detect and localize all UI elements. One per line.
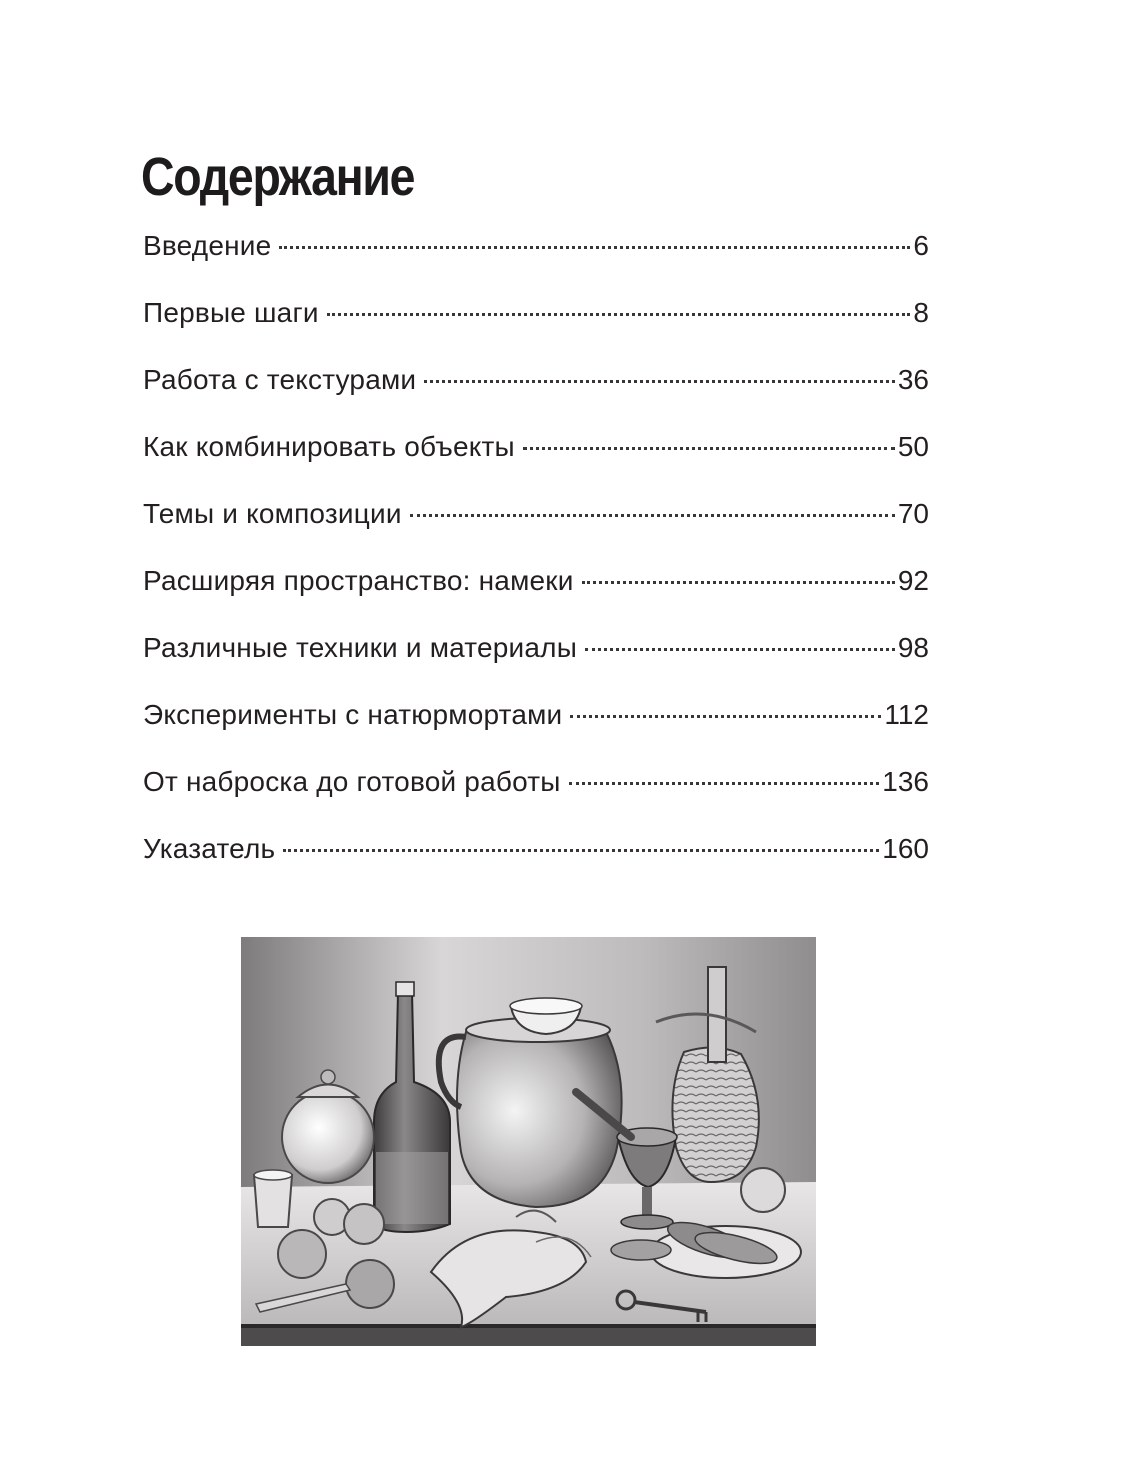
toc-entry-page: 112	[884, 699, 929, 730]
toc-entry-title: Указатель	[143, 833, 276, 864]
dot-leader	[424, 380, 895, 383]
toc-entry-page: 70	[897, 498, 929, 529]
toc-entry[interactable]	[143, 628, 929, 695]
toc-entry[interactable]	[143, 226, 929, 293]
toc-entry[interactable]	[143, 829, 929, 896]
dot-leader	[327, 313, 911, 316]
toc-entry-title: Первые шаги	[143, 297, 319, 328]
page-title: Содержание	[141, 147, 415, 207]
toc-entry-title: Как комбинировать объекты	[143, 431, 515, 462]
dot-leader	[585, 648, 895, 651]
toc-entry[interactable]	[143, 561, 929, 628]
toc-entry[interactable]	[143, 360, 929, 427]
toc-entry-title: От наброска до готовой работы	[143, 766, 561, 797]
toc-entry-title: Расширяя пространство: намеки	[143, 565, 574, 596]
toc-entry[interactable]	[143, 427, 929, 494]
toc-entry-title: Темы и композиции	[143, 498, 402, 529]
still-life-illustration	[236, 932, 821, 1357]
table-of-contents	[143, 226, 929, 896]
toc-entry-page: 8	[913, 297, 929, 328]
toc-entry-page: 92	[897, 565, 929, 596]
dot-leader	[523, 447, 895, 450]
toc-entry-title: Введение	[143, 230, 272, 261]
dot-leader	[279, 246, 910, 249]
dot-leader	[410, 514, 895, 517]
toc-entry-page: 160	[882, 833, 929, 864]
toc-entry-page: 36	[897, 364, 929, 395]
toc-entry-page: 98	[897, 632, 929, 663]
dot-leader	[582, 581, 895, 584]
toc-entry[interactable]	[143, 695, 929, 762]
toc-entry-title: Эксперименты с натюрмортами	[143, 699, 563, 730]
toc-entry-page: 6	[913, 230, 929, 261]
dot-leader	[283, 849, 879, 852]
toc-entry-page: 50	[897, 431, 929, 462]
toc-entry-title: Различные техники и материалы	[143, 632, 578, 663]
toc-entry[interactable]	[143, 762, 929, 829]
toc-entry[interactable]	[143, 494, 929, 561]
dot-leader	[569, 782, 880, 785]
dot-leader	[570, 715, 881, 718]
toc-entry[interactable]	[143, 293, 929, 360]
toc-entry-page: 136	[882, 766, 929, 797]
toc-entry-title: Работа с текстурами	[143, 364, 417, 395]
